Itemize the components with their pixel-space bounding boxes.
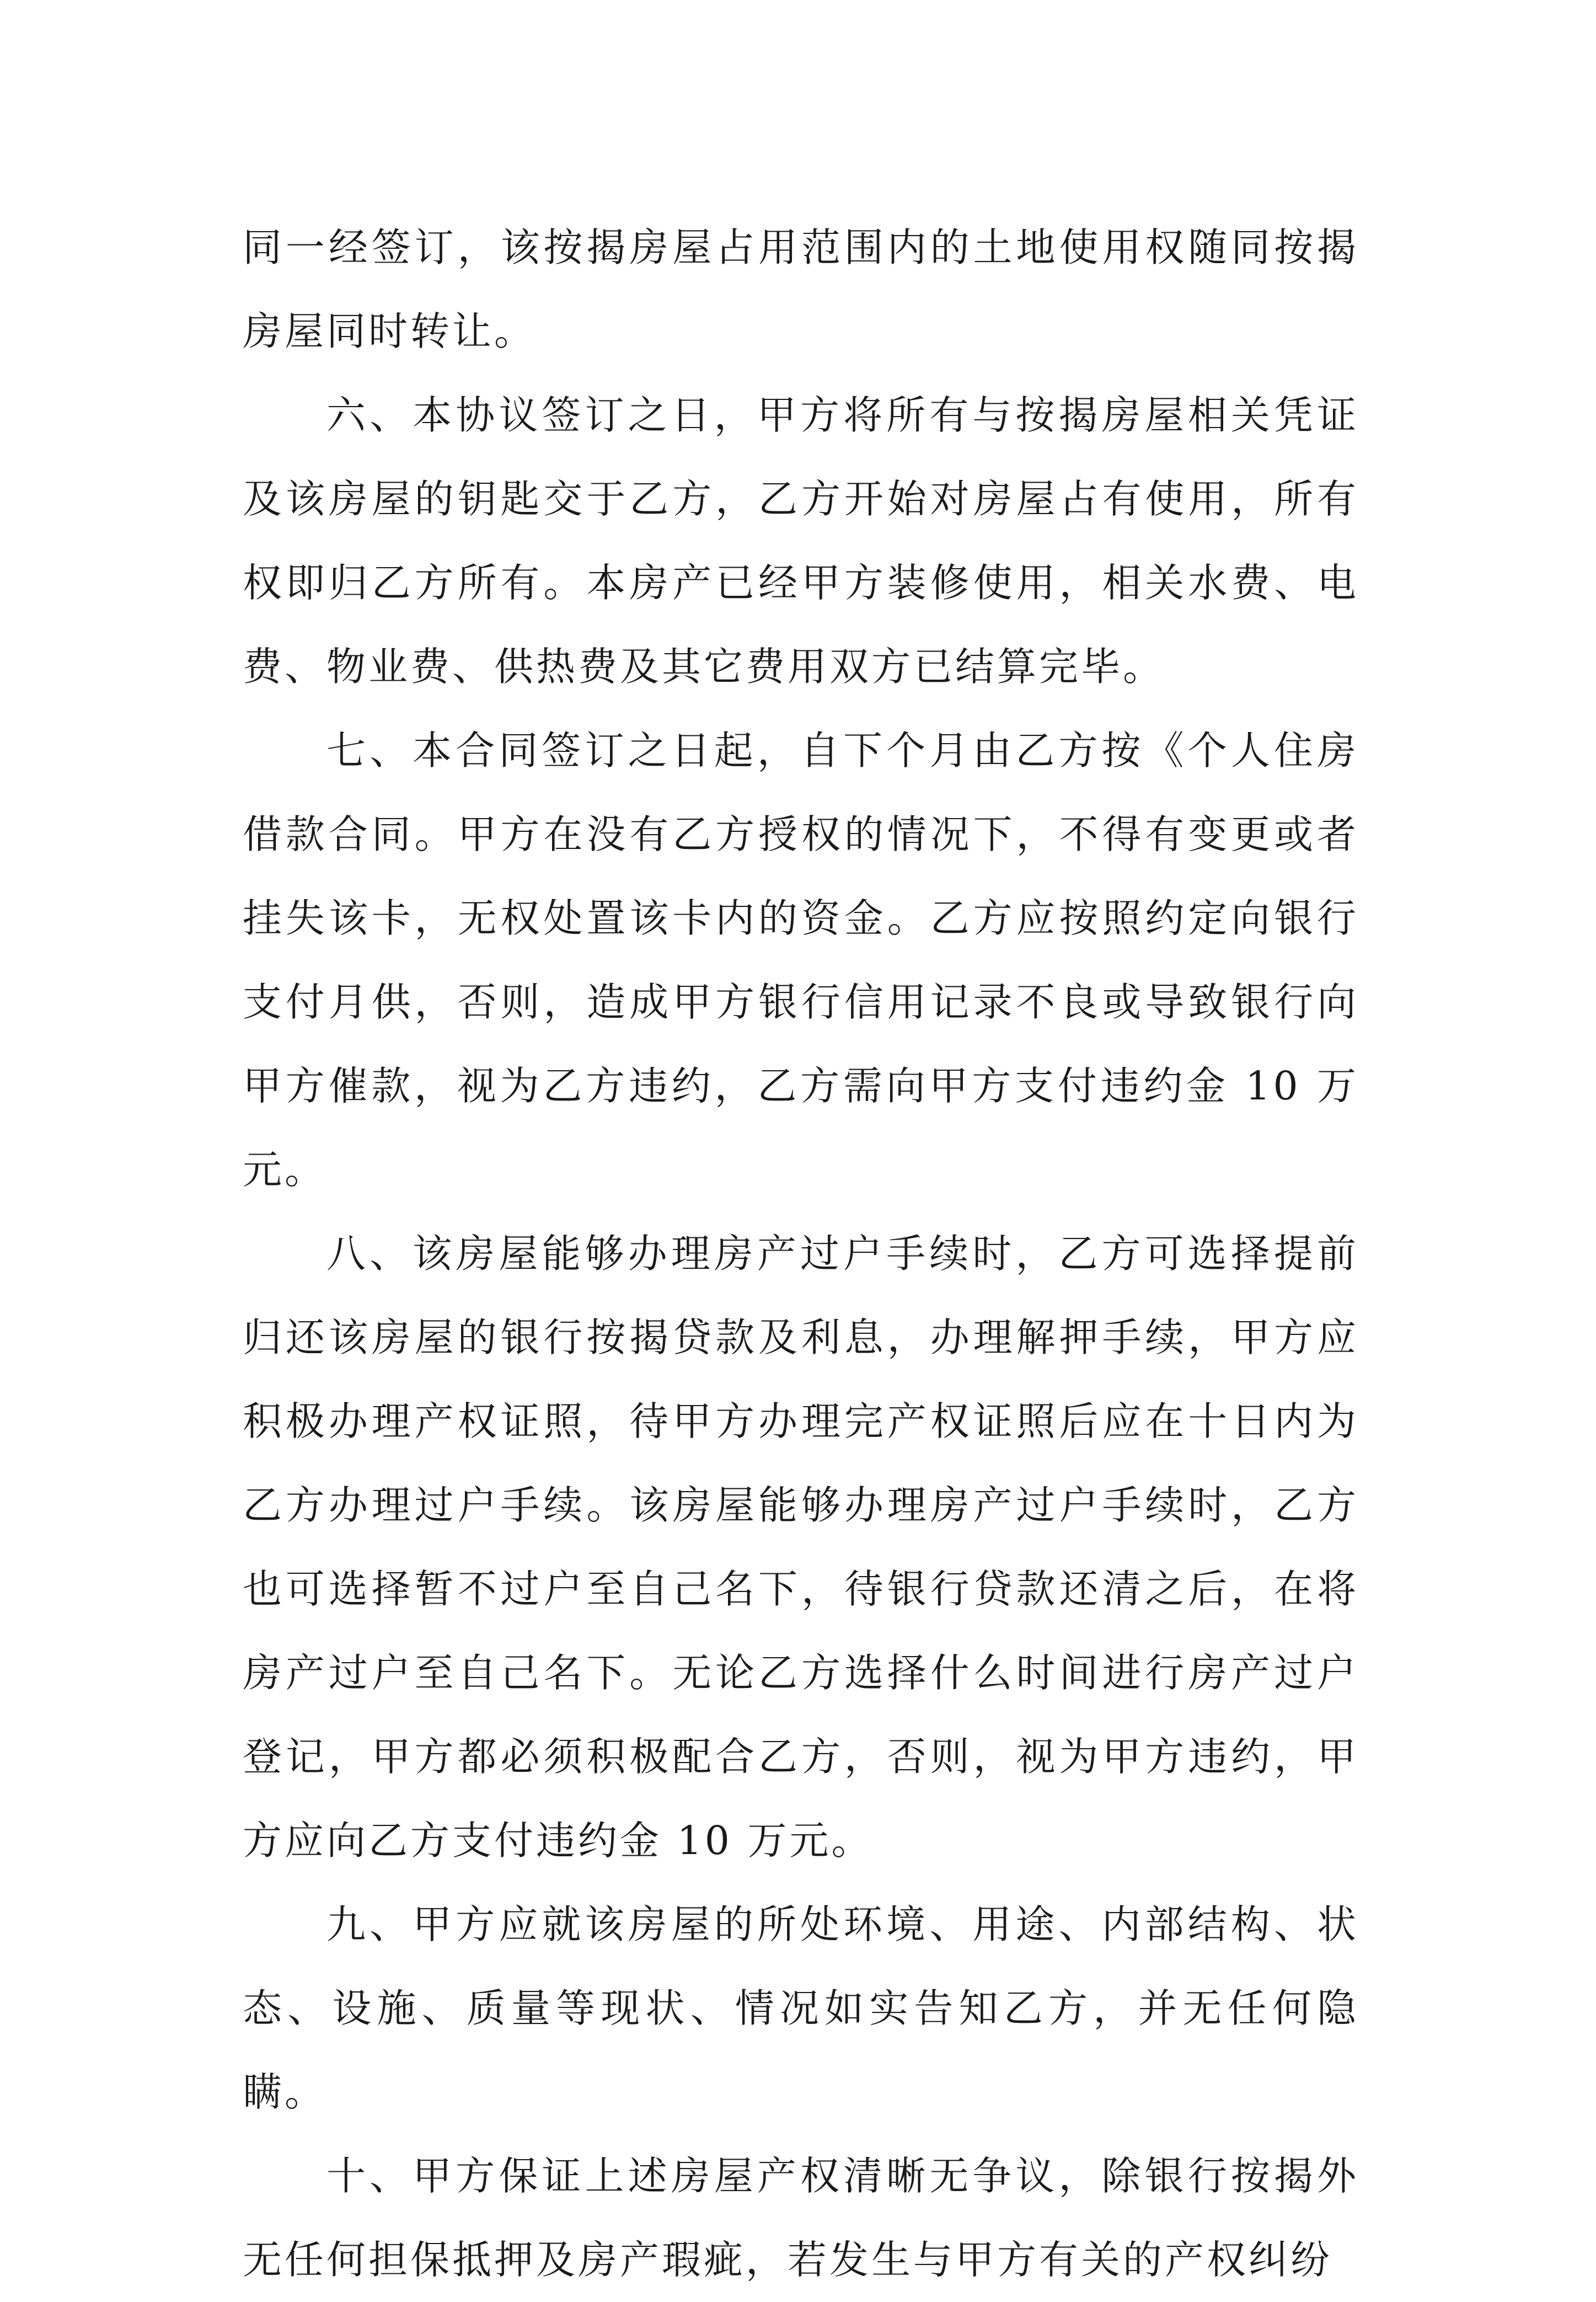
clause-8: 八、该房屋能够办理房产过户手续时，乙方可选择提前归还该房屋的银行按揭贷款及利息，办理解押手续，甲方应积极办理产权证照，待甲方办理完产权证照后应在十日内为乙方办理过户手续。该房屋能够办理房产过户手续时，乙方也可选择暂不过户至自己名下，待银行贷款还清之后，在将房产过户至自己名下。无论乙方选择什么时间进行房产过户登记，甲方都必须积极配合乙方，否则，视为甲方违约，甲方应向乙方支付违约金 10 万元。 <box>243 1231 1359 1863</box>
document-body <box>243 206 1359 2302</box>
clause-10: 十、甲方保证上述房屋产权清晰无争议，除银行按揭外无任何担保抵押及房产瑕疵，若发生与甲方有关的产权纠纷 <box>243 2153 1359 2283</box>
clause-7: 七、本合同签订之日起，自下个月由乙方按《个人住房借款合同。甲方在没有乙方授权的情况下，不得有变更或者挂失该卡，无权处置该卡内的资金。乙方应按照约定向银行支付月供，否则，造成甲方银行信用记录不良或导致银行向甲方催款，视为乙方违约，乙方需向甲方支付违约金 10 万元。 <box>243 728 1359 1193</box>
clause-9: 九、甲方应就该房屋的所处环境、用途、内部结构、状态、设施、质量等现状、情况如实告知乙方，并无任何隐瞒。 <box>243 1902 1359 2115</box>
clause-6: 六、本协议签订之日，甲方将所有与按揭房屋相关凭证及该房屋的钥匙交于乙方，乙方开始对房屋占有使用，所有权即归乙方所有。本房产已经甲方装修使用，相关水费、电费、物业费、供热费及其它费用双方已结算完毕。 <box>243 392 1359 690</box>
paragraph-continuation: 同一经签订，该按揭房屋占用范围内的土地使用权随同按揭房屋同时转让。 <box>243 225 1359 354</box>
